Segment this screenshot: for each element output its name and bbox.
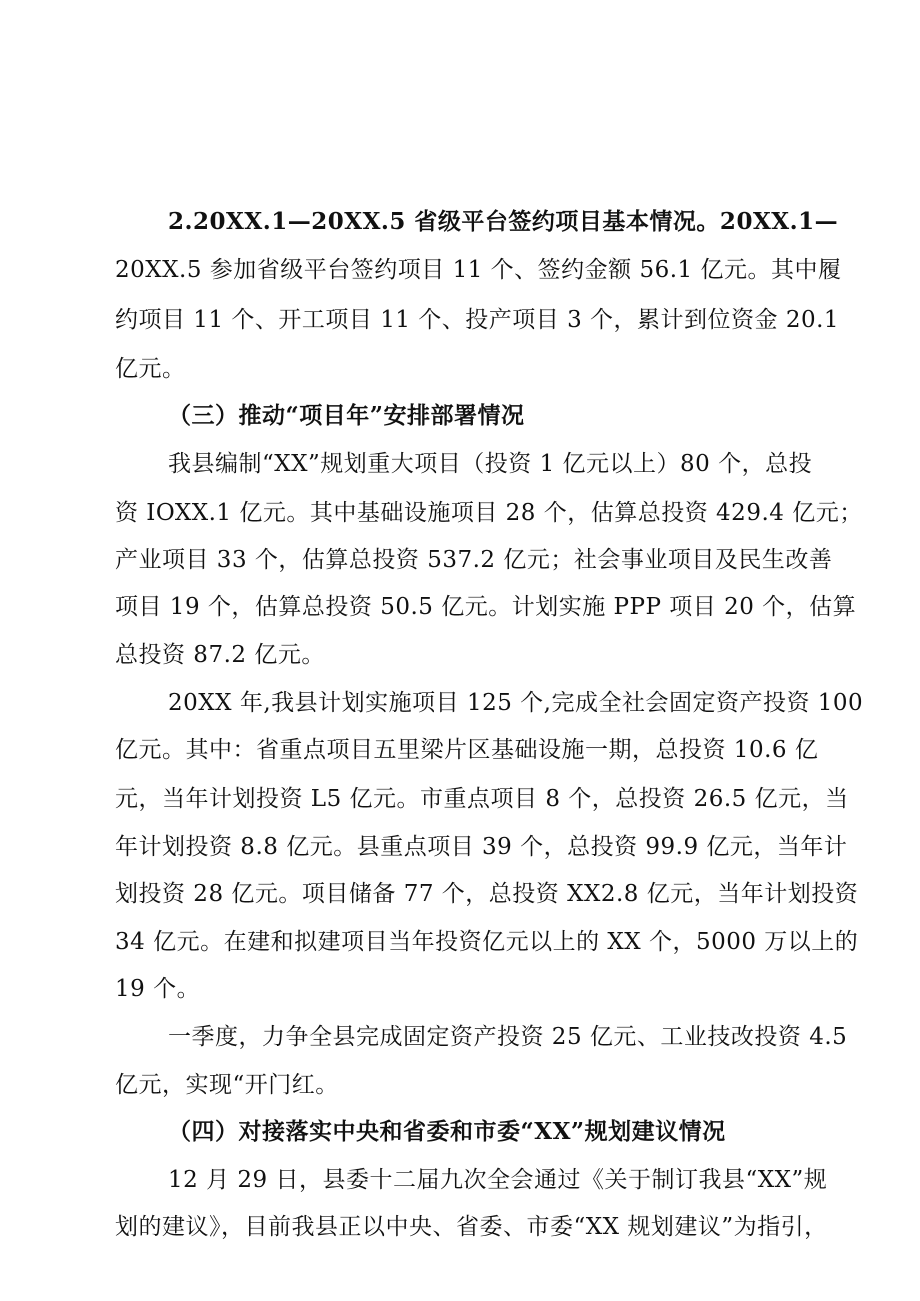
paragraph-1-line-2: 20XX.5 参加省级平台签约项目 11 个、签约金额 56.1 亿元。其中履 [115,257,842,283]
paragraph-3-line-3: 元，当年计划投资 L5 亿元。市重点项目 8 个，总投资 26.5 亿元，当 [115,786,849,812]
heading-section-4: （四）对接落实中央和省委和市委“XX”规划建议情况 [168,1118,726,1145]
paragraph-3-line-1: 20XX 年,我县计划实施项目 125 个,完成全社会固定资产投资 100 [168,690,864,716]
paragraph-3-line-5: 划投资 28 亿元。项目储备 77 个，总投资 XX2.8 亿元，当年计划投资 [115,881,859,907]
paragraph-2-line-4: 项目 19 个，估算总投资 50.5 亿元。计划实施 PPP 项目 20 个，估算 [115,594,857,620]
paragraph-3-line-6: 34 亿元。在建和拟建项目当年投资亿元以上的 XX 个，5000 万以上的 [115,929,859,955]
heading-section-3: （三）推动“项目年”安排部署情况 [168,402,525,429]
paragraph-2-line-2: 资 IOXX.1 亿元。其中基础设施项目 28 个，估算总投资 429.4 亿元； [115,500,863,526]
paragraph-2-line-3: 产业项目 33 个，估算总投资 537.2 亿元；社会事业项目及民生改善 [115,547,833,573]
paragraph-4-line-1: 一季度，力争全县完成固定资产投资 25 亿元、工业技改投资 4.5 [168,1024,848,1050]
paragraph-5-line-1: 12 月 29 日，县委十二届九次全会通过《关于制订我县“XX”规 [168,1167,828,1193]
paragraph-5-line-2: 划的建议》，目前我县正以中央、省委、市委“XX 规划建议”为指引， [115,1214,828,1240]
paragraph-3-line-7: 19 个。 [115,976,201,1002]
paragraph-4-line-2: 亿元，实现“开门红。 [115,1072,339,1098]
section-heading-2: 2.20XX.1—20XX.5 省级平台签约项目基本情况。20XX.1— [168,208,839,235]
paragraph-1-line-4: 亿元。 [115,356,186,382]
paragraph-1-line-3: 约项目 11 个、开工项目 11 个、投产项目 3 个，累计到位资金 20.1 [115,307,840,333]
paragraph-1-line-1 [0,162,920,235]
paragraph-2-line-5: 总投资 87.2 亿元。 [115,642,325,668]
paragraph-2-line-1: 我县编制“XX”规划重大项目（投资 1 亿元以上）80 个，总投 [168,451,813,477]
paragraph-3-line-4: 年计划投资 8.8 亿元。县重点项目 39 个，总投资 99.9 亿元，当年计 [115,834,848,860]
paragraph-3-line-2: 亿元。其中：省重点项目五里梁片区基础设施一期，总投资 10.6 亿 [115,737,819,763]
